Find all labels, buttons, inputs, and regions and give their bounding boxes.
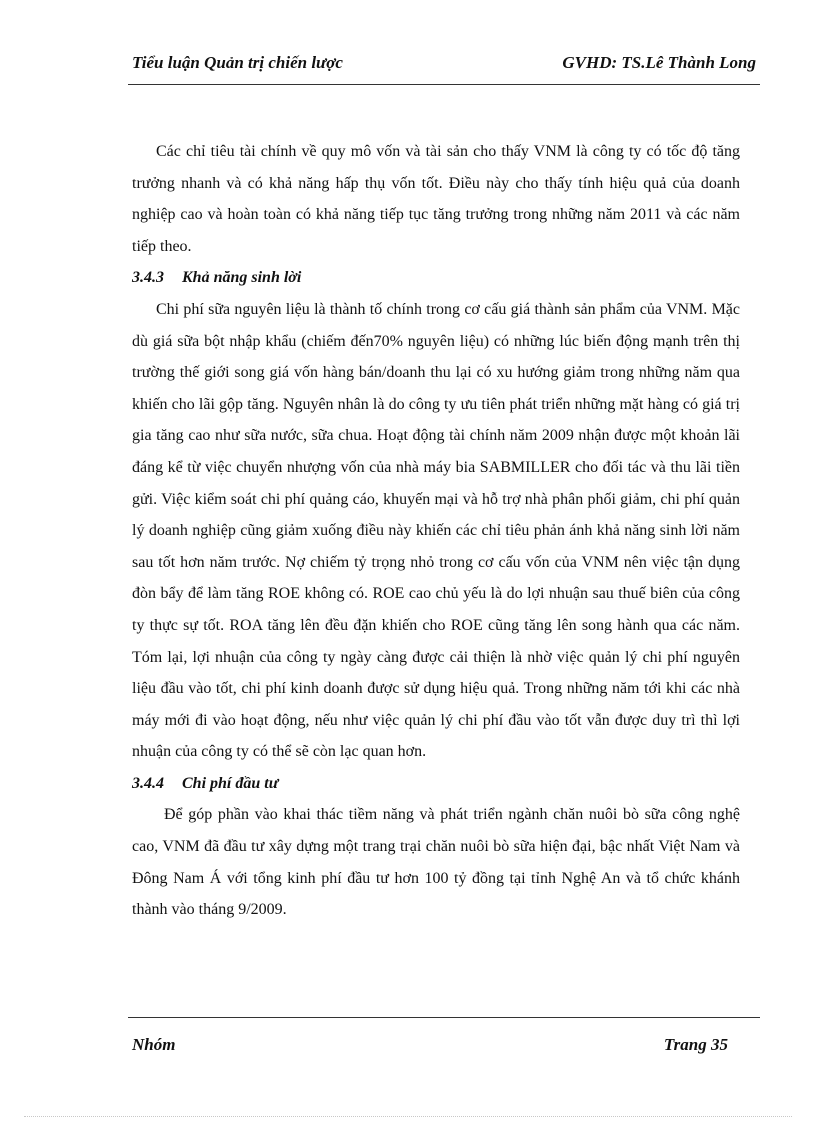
section-number: 3.4.3 <box>132 269 164 287</box>
section-heading-3-4-3 <box>132 262 740 294</box>
intro-paragraph: Các chỉ tiêu tài chính về quy mô vốn và tài sản cho thấy VNM là công ty có tốc độ tăng trưởng nhanh và có khả năng hấp thụ vốn tốt. Điều này cho thấy tính hiệu quả của doanh nghiệp cao và hoàn toàn có khả năng tiếp tục tăng trưởng trong những năm 2011 và các năm tiếp theo. <box>132 143 740 255</box>
page-number: Trang 35 <box>663 1035 728 1054</box>
section-title: Khả năng sinh lời <box>182 269 302 287</box>
section-heading-3-4-4 <box>132 768 740 800</box>
profitability-paragraph: Chi phí sữa nguyên liệu là thành tố chính trong cơ cấu giá thành sản phẩm của VNM. Mặc dù giá sữa bột nhập khẩu (chiếm đến70% nguyên liệu) có những lúc biến động mạnh trên thị trường thế giới song giá vốn hàng bán/doanh thu lại có xu hướng giảm trong những năm qua khiến cho lãi gộp tăng. Nguyên nhân là do công ty ưu tiên phát triển những mặt hàng có giá trị gia tăng cao như sữa nước, sữa chua. Hoạt động tài chính năm 2009 nhận được một khoản lãi đáng kể từ việc chuyển nhượng vốn của nhà máy bia SABMILLER cho đối tác và thu lãi tiền gửi. Việc kiểm soát chi phí quảng cáo, khuyến mại và hỗ trợ nhà phân phối giảm, chi phí quản lý doanh nghiệp cũng giảm xuống điều này khiến các chỉ tiêu phản ánh khả năng sinh lời năm sau tốt hơn năm trước. Nợ chiếm tỷ trọng nhỏ trong cơ cấu vốn của VNM nên việc tận dụng đòn bẩy để làm tăng ROE không có. ROE cao chủ yếu là do lợi nhuận sau thuế biên của công ty thực sự tốt. ROA tăng lên đều đặn khiến cho ROE cũng tăng lên song hành qua các năm. Tóm lại, lợi nhuận của công ty ngày càng được cải thiện là nhờ việc quản lý chi phí nguyên liệu đầu vào tốt, chi phí kinh doanh được sử dụng hiệu quả. Trong những năm tới khi các nhà máy mới đi vào hoạt động, nếu như việc quản lý chi phí đầu vào tốt vẫn được duy trì thì lợi nhuận của công ty có thể sẽ còn lạc quan hơn. <box>132 300 740 761</box>
page-body <box>132 136 740 926</box>
section-number: 3.4.4 <box>132 774 164 792</box>
page-bottom-border <box>24 1116 792 1117</box>
investment-paragraph: Để góp phần vào khai thác tiềm năng và phát triển ngành chăn nuôi bò sữa công nghệ cao, VNM đã đầu tư xây dựng một trang trại chăn nuôi bò sữa hiện đại, bậc nhất Việt Nam và Đông Nam Á với tổng kinh phí đầu tư hơn 100 tỷ đồng tại tỉnh Nghệ An và tổ chức khánh thành vào tháng 9/2009. <box>132 806 740 919</box>
page-header <box>132 50 756 76</box>
page-footer <box>132 1032 728 1058</box>
footer-divider <box>128 1017 760 1018</box>
header-document-title: Tiểu luận Quản trị chiến lược <box>132 53 343 72</box>
section-title: Chi phí đầu tư <box>182 774 279 792</box>
header-supervisor: GVHD: TS.Lê Thành Long <box>562 53 756 72</box>
footer-group: Nhóm <box>132 1035 176 1054</box>
header-divider <box>128 84 760 85</box>
